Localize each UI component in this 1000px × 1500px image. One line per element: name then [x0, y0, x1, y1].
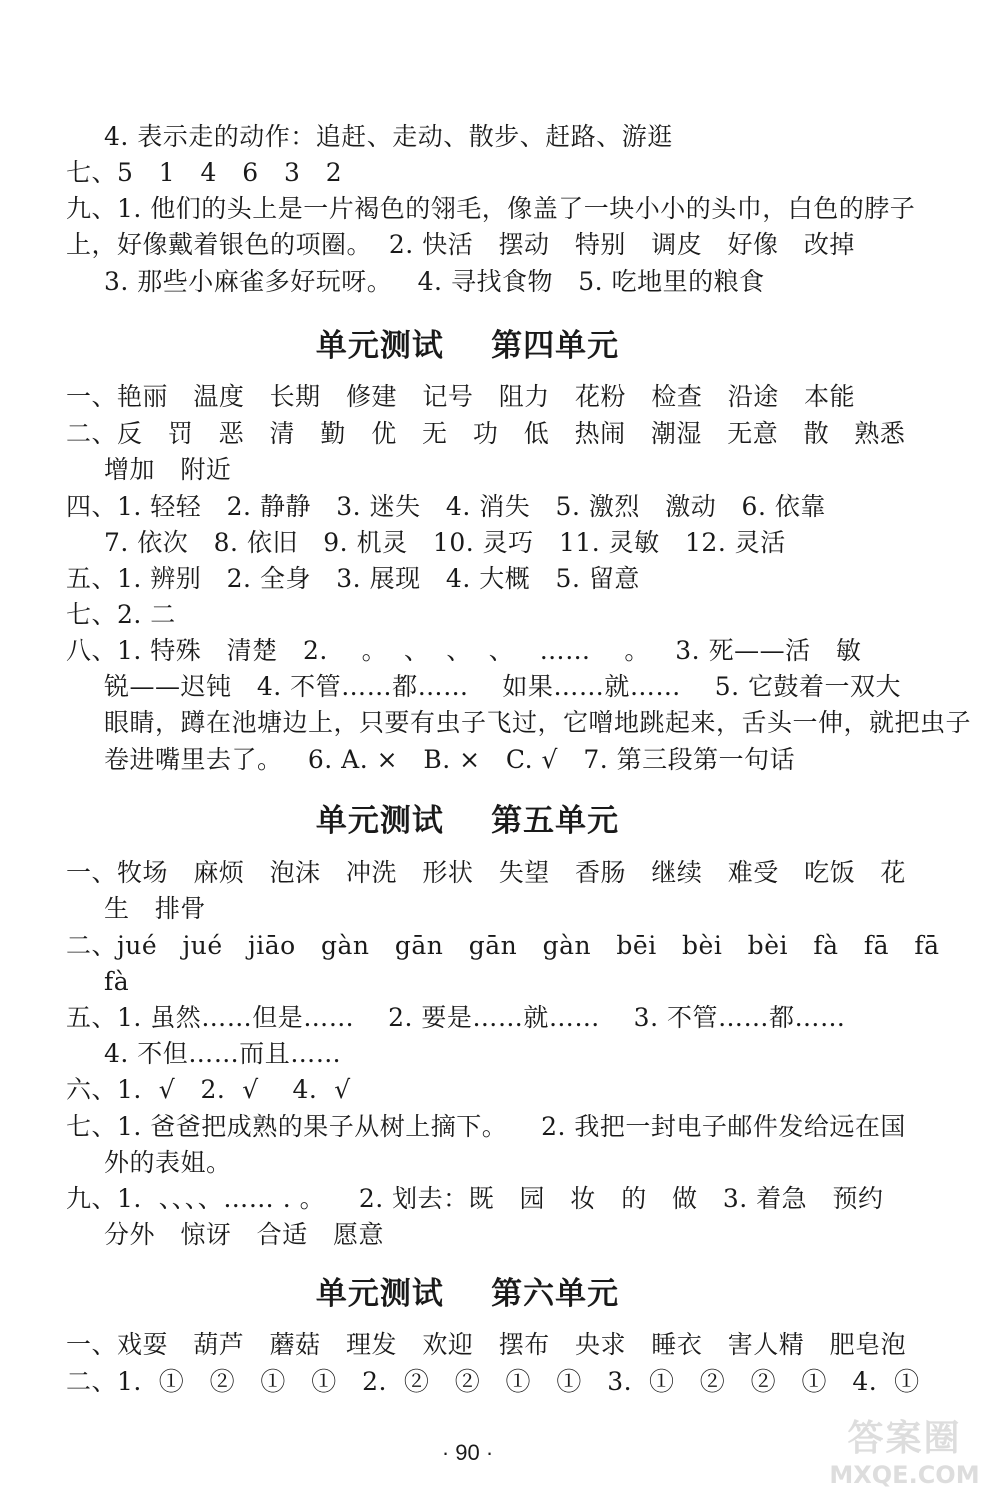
answer-line: 卷进嘴里去了。 6. A. × B. × C. √ 7. 第三段第一句话 — [104, 745, 796, 774]
answer-line: 二、反 罚 恶 清 勤 优 无 功 低 热闹 潮湿 无意 散 熟悉 — [66, 419, 906, 448]
answer-line: 五、1. 辨别 2. 全身 3. 展现 4. 大概 5. 留意 — [66, 564, 640, 593]
answer-line: 四、1. 轻轻 2. 静静 3. 迷失 4. 消失 5. 激烈 激动 6. 依靠 — [66, 492, 826, 521]
watermark-url: MXQE.COM — [829, 1460, 980, 1489]
answer-line: 六、1. √ 2. √ 4. √ — [66, 1075, 351, 1104]
answer-line: 锐——迟钝 4. 不管……都…… 如果……就…… 5. 它鼓着一双大 — [104, 672, 902, 701]
answer-line: 一、艳丽 温度 长期 修建 记号 阻力 花粉 检查 沿途 本能 — [66, 382, 856, 411]
answer-line: 4. 表示走的动作：追赶、走动、散步、赶路、游逛 — [104, 122, 673, 151]
answer-line: 眼睛，蹲在池塘边上，只要有虫子飞过，它噌地跳起来，舌头一伸，就把虫子 — [104, 708, 972, 737]
answer-line: 7. 依次 8. 依旧 9. 机灵 10. 灵巧 11. 灵敏 12. 灵活 — [104, 528, 786, 557]
section-title-unit-5: 单元测试 第五单元 — [315, 803, 620, 839]
section-title-unit-4: 单元测试 第四单元 — [315, 328, 620, 364]
answer-line: fà — [104, 967, 130, 996]
answer-line: 4. 不但……而且…… — [104, 1039, 342, 1068]
answer-line: 七、1. 爸爸把成熟的果子从树上摘下。 2. 我把一封电子邮件发给远在国 — [66, 1112, 906, 1141]
answer-line: 二、1. ① ② ① ① 2. ② ② ① ① 3. ① ② ② ① 4. ① — [66, 1367, 920, 1396]
answer-line: 五、1. 虽然……但是…… 2. 要是……就…… 3. 不管……都…… — [66, 1003, 846, 1032]
answer-line: 增加 附近 — [104, 455, 232, 484]
answer-line: 七、5 1 4 6 3 2 — [66, 158, 343, 187]
answer-line: 外的表姐。 — [104, 1148, 232, 1177]
answer-line: 九、1. 他们的头上是一片褐色的翎毛，像盖了一块小小的头巾，白色的脖子 — [66, 194, 916, 223]
answer-line: 生 排骨 — [104, 894, 206, 923]
section-title-unit-6: 单元测试 第六单元 — [315, 1276, 620, 1312]
watermark-logo — [817, 1405, 992, 1493]
answer-line: 上，好像戴着银色的项圈。 2. 快活 摆动 特别 调皮 好像 改掉 — [66, 230, 855, 259]
answer-line: 分外 惊讶 合适 愿意 — [104, 1220, 385, 1249]
answer-line: 3. 那些小麻雀多好玩呀。 4. 寻找食物 5. 吃地里的粮食 — [104, 267, 765, 296]
answer-line: 九、1. 、、、、…… . 。 2. 划去：既 园 妆 的 做 3. 着急 预约 — [66, 1184, 884, 1213]
answer-line: 七、2. 二 — [66, 600, 176, 629]
page-number: · 90 · — [441, 1440, 494, 1465]
answer-line: 八、1. 特殊 清楚 2. 。 、 、 、 …… 。 3. 死——活 敏 — [66, 636, 862, 665]
answer-line: 二、jué jué jiāo gàn gān gān gàn bēi bèi bèi fà fā fā — [66, 931, 940, 960]
answer-line: 一、牧场 麻烦 泡沫 冲洗 形状 失望 香肠 继续 难受 吃饭 花 — [66, 858, 906, 887]
answer-line: 一、戏耍 葫芦 蘑菇 理发 欢迎 摆布 央求 睡衣 害人精 肥皂泡 — [66, 1330, 907, 1359]
watermark-text: 答案圈 — [847, 1417, 962, 1459]
